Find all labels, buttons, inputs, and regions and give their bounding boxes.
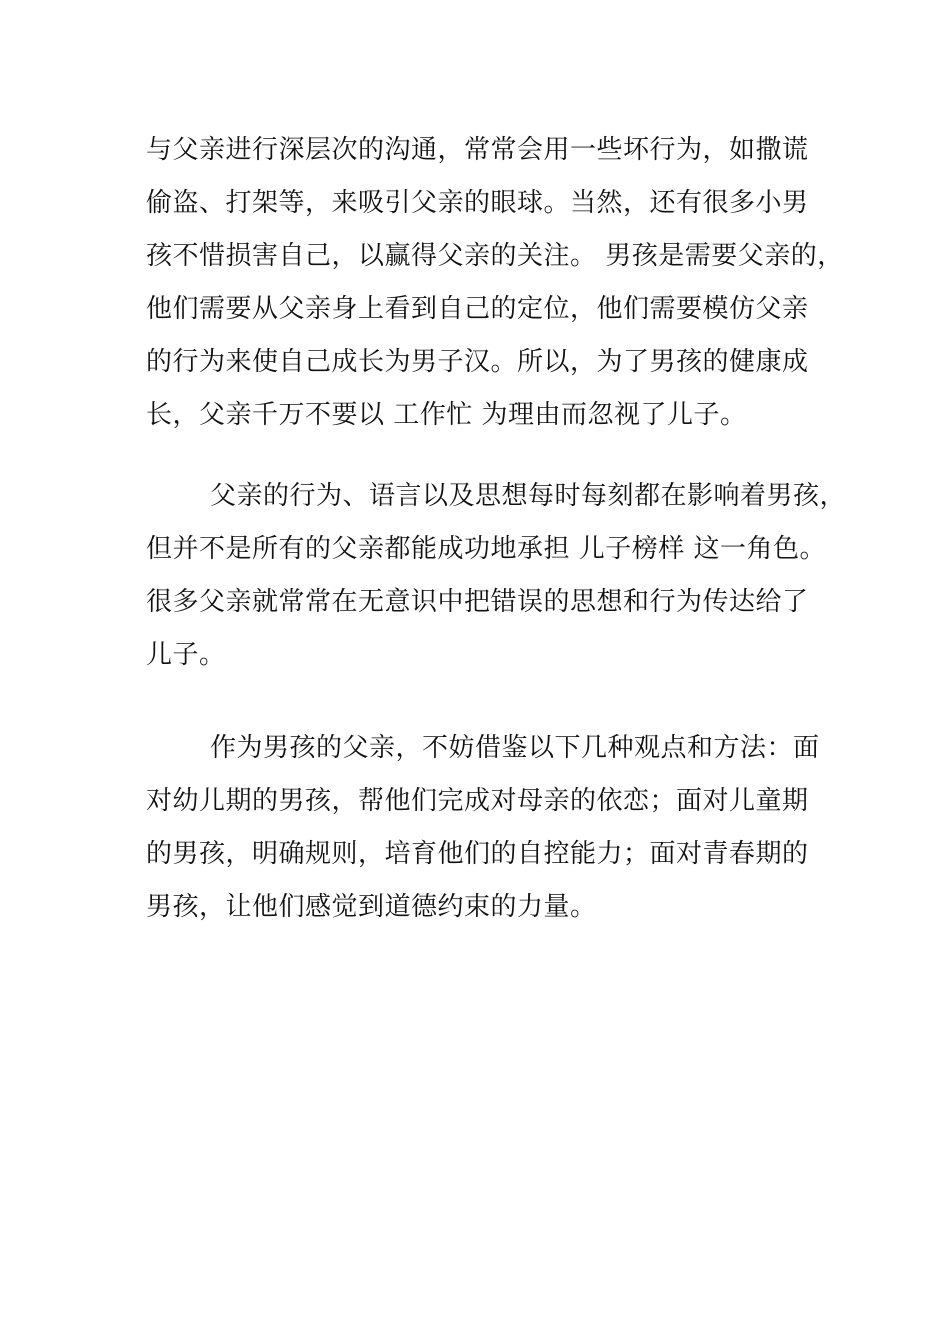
text-line: 偷盗、打架等，来吸引父亲的眼球。当然，还有很多小男 bbox=[146, 188, 809, 218]
text-line: 与父亲进行深层次的沟通，常常会用一些坏行为，如撒谎 bbox=[146, 135, 809, 165]
text-line: 但并不是所有的父亲都能成功地承担 儿子榜样 这一角色。 bbox=[146, 534, 827, 564]
text-line: 他们需要从父亲身上看到自己的定位，他们需要模仿父亲 bbox=[146, 294, 809, 324]
text-line: 对幼儿期的男孩，帮他们完成对母亲的依恋；面对儿童期 bbox=[146, 786, 809, 816]
text-line: 很多父亲就常常在无意识中把错误的思想和行为传达给了 bbox=[146, 587, 809, 617]
text-line: 作为男孩的父亲，不妨借鉴以下几种观点和方法：面 bbox=[210, 733, 820, 763]
text-line: 的男孩，明确规则，培育他们的自控能力；面对青春期的 bbox=[146, 839, 809, 869]
paragraph-1 bbox=[146, 124, 844, 442]
text-line: 孩不惜损害自己，以赢得父亲的关注。 男孩是需要父亲的， bbox=[146, 241, 844, 271]
text-line: 长，父亲千万不要以 工作忙 为理由而忽视了儿子。 bbox=[146, 400, 747, 430]
text-line: 儿子。 bbox=[146, 640, 226, 670]
paragraph-2 bbox=[146, 470, 847, 682]
text-line: 父亲的行为、语言以及思想每时每刻都在影响着男孩， bbox=[210, 481, 847, 511]
paragraph-3 bbox=[146, 722, 836, 934]
text-line: 男孩，让他们感觉到道德约束的力量。 bbox=[146, 892, 597, 922]
text-line: 的行为来使自己成长为男子汉。所以，为了男孩的健康成 bbox=[146, 347, 809, 377]
